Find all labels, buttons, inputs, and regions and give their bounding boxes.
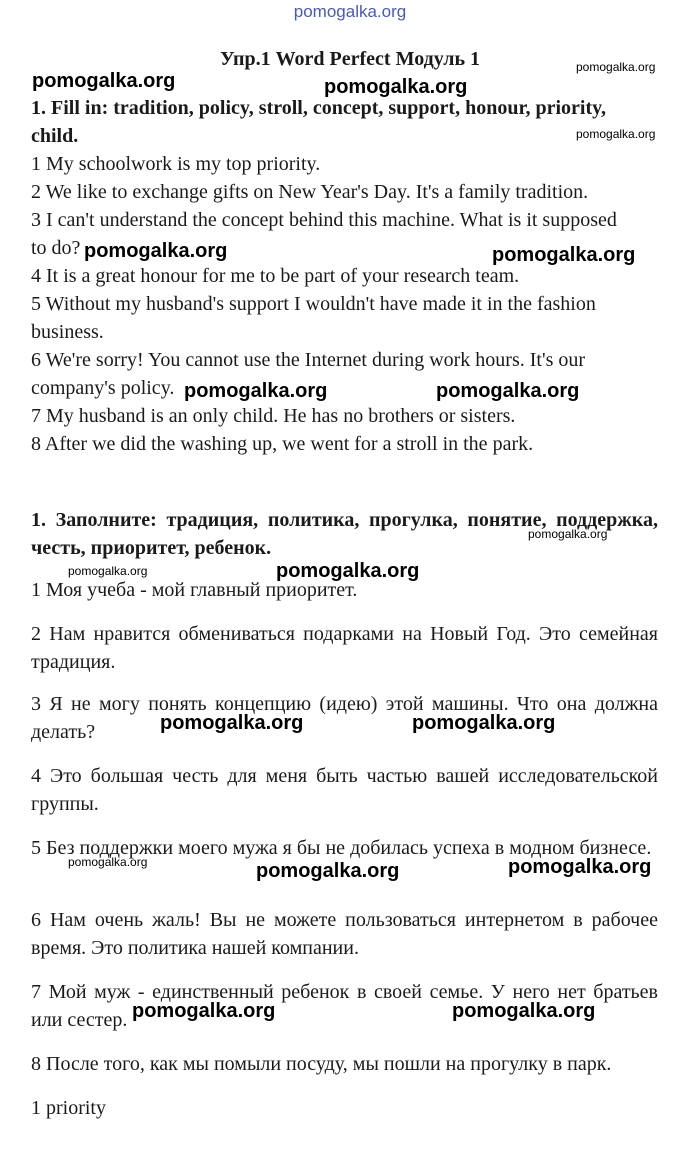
- watermark: pomogalka.org: [276, 560, 420, 582]
- sentence-ru-1: 1 Моя учеба - мой главный приоритет.: [31, 579, 358, 601]
- watermark: pomogalka.org: [160, 712, 304, 734]
- task-instruction-en-line1: 1. Fill in: tradition, policy, stroll, concept, support, honour, priority,: [31, 97, 607, 119]
- sentence-en-5a: 5 Without my husband's support I wouldn't have made it in the fashion: [31, 293, 596, 315]
- watermark: pomogalka.org: [132, 1000, 276, 1022]
- sentence-ru-7: 7 Мой муж - единственный ребенок в своей семье. У него нет братьев или сестер.: [31, 981, 658, 1031]
- watermark: pomogalka.org: [436, 380, 580, 402]
- watermark: pomogalka.org: [576, 127, 656, 141]
- sentence-en-2: 2 We like to exchange gifts on New Year's Day. It's a family tradition.: [31, 181, 589, 203]
- sentence-ru-8: 8 После того, как мы помыли посуду, мы пошли на прогулку в парк.: [31, 1053, 612, 1075]
- sentence-en-6a: 6 We're sorry! You cannot use the Internet during work hours. It's our: [31, 349, 586, 371]
- sentence-ru-2: 2 Нам нравится обмениваться подарками на Новый Год. Это семейная традиция.: [31, 623, 658, 673]
- watermark: pomogalka.org: [32, 70, 176, 92]
- watermark: pomogalka.org: [508, 856, 652, 878]
- sentence-ru-6: 6 Нам очень жаль! Вы не можете пользоваться интернетом в рабочее время. Это политика нашей компании.: [31, 909, 658, 959]
- watermark: pomogalka.org: [324, 76, 468, 98]
- sentence-ru-5: 5 Без поддержки моего мужа я бы не добилась успеха в модном бизнесе.: [31, 837, 652, 859]
- watermark-top: pomogalka.org: [293, 2, 407, 21]
- sentence-en-8: 8 After we did the washing up, we went for a stroll in the park.: [31, 433, 534, 455]
- watermark: pomogalka.org: [412, 712, 556, 734]
- page-title: Упр.1 Word Perfect Модуль 1: [219, 48, 481, 70]
- watermark: pomogalka.org: [184, 380, 328, 402]
- answer-1: 1 priority: [31, 1097, 106, 1119]
- task-instruction-ru: 1. Заполните: традиция, политика, прогулка, понятие, поддержка, честь, приоритет, ребенок.: [31, 509, 658, 559]
- watermark: pomogalka.org: [452, 1000, 596, 1022]
- sentence-en-6b: company's policy.: [31, 377, 175, 399]
- watermark: pomogalka.org: [492, 244, 636, 266]
- sentence-en-3a: 3 I can't understand the concept behind this machine. What is it supposed: [31, 209, 617, 231]
- watermark: pomogalka.org: [576, 60, 656, 74]
- watermark: pomogalka.org: [84, 240, 228, 262]
- sentence-en-1: 1 My schoolwork is my top priority.: [31, 153, 321, 175]
- watermark: pomogalka.org: [528, 527, 608, 541]
- watermark: pomogalka.org: [256, 860, 400, 882]
- watermark: pomogalka.org: [68, 564, 148, 578]
- task-instruction-en-line2: child.: [31, 125, 79, 147]
- sentence-ru-3: 3 Я не могу понять концепцию (идею) этой машины. Что она должна делать?: [31, 693, 658, 743]
- sentence-en-4: 4 It is a great honour for me to be part of your research team.: [31, 265, 520, 287]
- sentence-en-5b: business.: [31, 321, 104, 343]
- watermark: pomogalka.org: [68, 855, 148, 869]
- sentence-en-7: 7 My husband is an only child. He has no brothers or sisters.: [31, 405, 516, 427]
- sentence-ru-4: 4 Это большая честь для меня быть частью вашей исследовательской группы.: [31, 765, 658, 815]
- sentence-en-3b: to do?: [31, 237, 81, 259]
